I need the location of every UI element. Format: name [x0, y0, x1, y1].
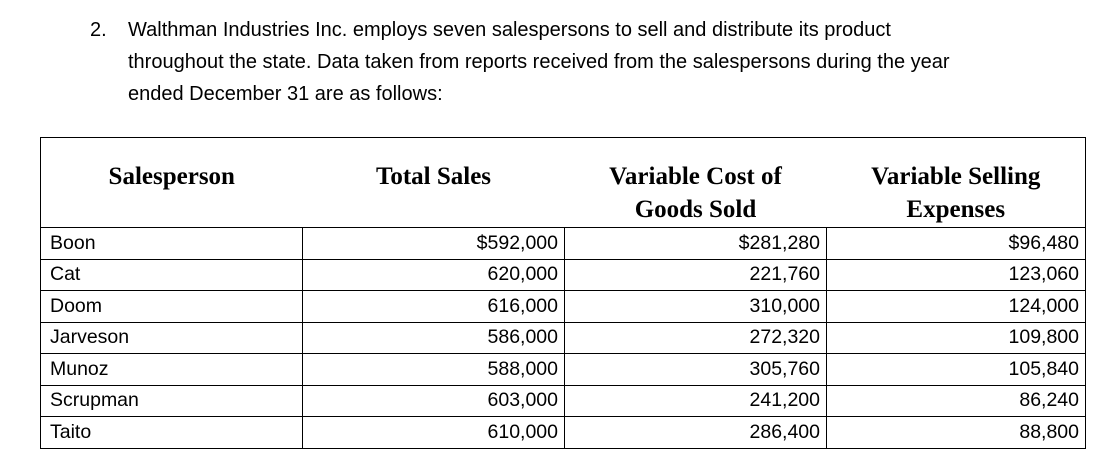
- variable-cost-cell: 221,760: [565, 259, 827, 291]
- variable-selling-cell: 124,000: [827, 291, 1086, 323]
- salesperson-cell: Scrupman: [41, 385, 303, 417]
- variable-selling-cell: 109,800: [827, 322, 1086, 354]
- table-row: [41, 354, 1086, 386]
- variable-cost-cell: 272,320: [565, 322, 827, 354]
- total-sales-cell: 616,000: [303, 291, 565, 323]
- variable-cost-cell: $281,280: [565, 228, 827, 260]
- variable-selling-cell: $96,480: [827, 228, 1086, 260]
- table-row: [41, 228, 1086, 260]
- header-salesperson: Salesperson: [41, 138, 303, 228]
- problem-text-line: ended December 31 are as follows:: [128, 83, 443, 105]
- salesperson-cell: Cat: [41, 259, 303, 291]
- total-sales-cell: 620,000: [303, 259, 565, 291]
- table-row: [41, 322, 1086, 354]
- header-variable-selling-expenses: Variable Selling Expenses: [827, 138, 1086, 228]
- table-row: [41, 385, 1086, 417]
- problem-text-line: throughout the state. Data taken from reports received from the salespersons during the year: [128, 51, 950, 73]
- variable-selling-cell: 88,800: [827, 417, 1086, 449]
- salesperson-cell: Munoz: [41, 354, 303, 386]
- variable-cost-cell: 305,760: [565, 354, 827, 386]
- variable-cost-cell: 310,000: [565, 291, 827, 323]
- problem-text: [128, 14, 1068, 110]
- header-variable-cost-of-goods-sold: Variable Cost of Goods Sold: [609, 163, 782, 223]
- total-sales-cell: $592,000: [303, 228, 565, 260]
- salesperson-cell: Doom: [41, 291, 303, 323]
- salesperson-cell: Jarveson: [41, 322, 303, 354]
- table-header-row: [41, 138, 1086, 228]
- total-sales-cell: 586,000: [303, 322, 565, 354]
- salesperson-data-table: [40, 137, 1086, 449]
- variable-selling-cell: 86,240: [827, 385, 1086, 417]
- variable-selling-cell: 123,060: [827, 259, 1086, 291]
- table-row: [41, 259, 1086, 291]
- problem-number: 2.: [90, 19, 107, 41]
- header-total-sales: Total Sales: [375, 163, 492, 190]
- table-row: [41, 417, 1086, 449]
- problem-text-line: Walthman Industries Inc. employs seven salespersons to sell and distribute its product: [128, 19, 891, 41]
- table-row: [41, 291, 1086, 323]
- variable-selling-cell: 105,840: [827, 354, 1086, 386]
- variable-cost-cell: 241,200: [565, 385, 827, 417]
- salesperson-cell: Boon: [41, 228, 303, 260]
- total-sales-cell: 588,000: [303, 354, 565, 386]
- total-sales-cell: 603,000: [303, 385, 565, 417]
- salesperson-cell: Taito: [41, 417, 303, 449]
- total-sales-cell: 610,000: [303, 417, 565, 449]
- variable-cost-cell: 286,400: [565, 417, 827, 449]
